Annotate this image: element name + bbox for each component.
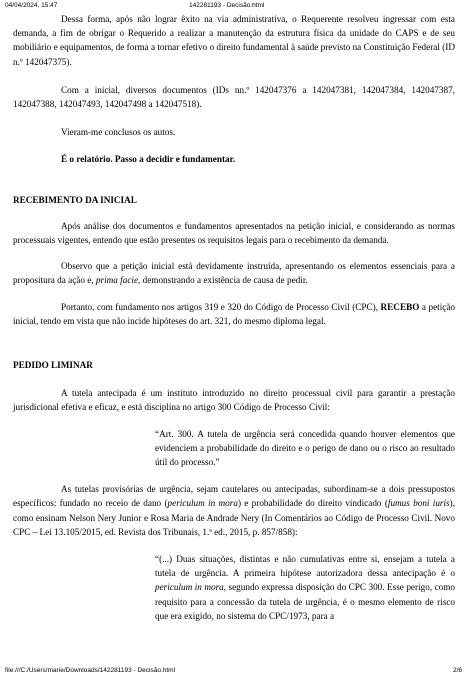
section-heading-pedido-liminar: PEDIDO LIMINAR [13,360,93,371]
paragraph-instruida: Observo que a petição inicial está devidamente instruída, apresentando os elementos essenciais para a propositura da ação e, prima facie, demonstrando a existência de causa de pedir. [13,261,455,286]
print-title: 142281193 - Decisão.html [189,2,265,9]
document-body [13,12,455,623]
quote-art-300: “Art. 300. A tutela de urgência será concedida quando houver elementos que evidenciem a probabilidade do direito e o perigo de dano ou o risco ao resultado útil do processo.” [155,428,455,468]
paragraph-tutela-antecipada: A tutela antecipada é um instituto introduzido no direito processual civil para garantir a prestação jurisdicional efetiva e eficaz, e está disciplina no artigo 300 Código de Processo Civil: [13,388,455,413]
print-file-path: file:///C:/Users/marie/Downloads/142281193 - Decisão.html [5,667,176,674]
print-page-number: 2/6 [453,667,463,674]
paragraph-analise: Após análise dos documentos e fundamentos apresentados na petição inicial, e considerando as normas processuais vigentes, entendo que estão presentes os requisitos legais para o recebimento da demanda. [13,220,455,246]
paragraph-tutelas-provisorias: As tutelas provisórias de urgência, sejam cautelares ou antecipadas, subordinam-se a dois pressupostos específicos: fundado no receio de dano (periculum in mora) e probabilidade do direito vindicado (fumus boni iuris), como ensinam Nelson Nery Junior e Rosa Maria de Andrade Nery (In Comentários ao Código de Processo Civil. Novo CPC – Lei 13.105/2015, ed. Revista dos Tribunais, 1.ª ed., 2015, p. 857/858): [13,484,455,537]
print-datetime: 04/04/2024, 15:47 [5,2,58,9]
paragraph-conclusos: Vieram-me conclusos os autos. [61,127,176,138]
paragraph-background: Dessa forma, após não lograr êxito na via administrativa, o Requerente resolveu ingressar com esta demanda, a fim de obrigar o Requerido a realizar a manutenção da estrutura física da unidade do CAPS e de seu mobiliário e equipamentos, de forma a tornar efetivo o direito fundamental à saúde previsto na Constituição Federal (ID n.º 142047375). [13,14,455,67]
paragraph-recebo: Portanto, com fundamento nos artigos 319 e 320 do Código de Processo Civil (CPC), RECEBO a petição inicial, tendo em vista que não incide hipóteses do art. 321, do mesmo diploma legal. [13,301,456,326]
paragraph-documents: Com a inicial, diversos documentos (IDs nn.º 142047376 a 142047381, 142047384, 142047387, 142047388, 142047493, 142047498 a 142047518). [13,84,455,110]
print-footer [0,667,474,676]
section-heading-recebimento: RECEBIMENTO DA INICIAL [13,194,137,205]
print-header [0,2,474,11]
paragraph-relatorio: É o relatório. Passo a decidir e fundamentar. [61,154,236,165]
quote-nery: “(...) Duas situações, distintas e não cumulativas entre si, ensejam a tutela a tutela de urgência. A primeira hipótese autorizadora dessa antecipação é o periculum in mora, segundo expressa disposição do CPC 300. Esse perigo, como requisito para a concessão da tutela de urgência, é o mesmo elemento de risco que era exigido, no sistema do CPC/1973, para a [155,554,455,621]
